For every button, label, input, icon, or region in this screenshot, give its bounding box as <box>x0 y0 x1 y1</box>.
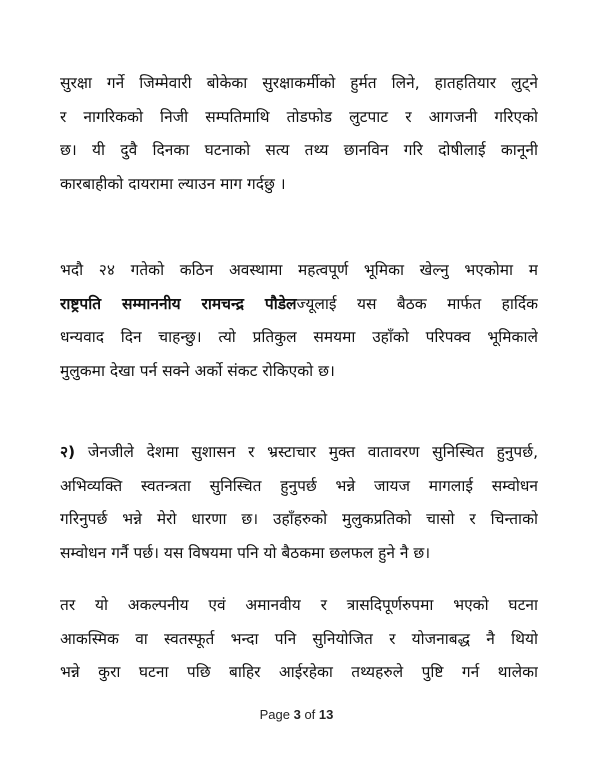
of-label: of <box>304 707 316 722</box>
page-label: Page <box>259 707 290 722</box>
paragraph-4-line-2: आकस्मिक वा स्वतस्फूर्त भन्दा पनि सुनियोजित र योजनाबद्ध नै थियो <box>60 629 538 648</box>
page-footer <box>0 707 593 722</box>
paragraph-3-line-1-rest: जेनजीले देशमा सुशासन र भ्रस्टाचार मुक्त वातावरण सुनिस्चित हुनुपर्छ, <box>75 443 538 461</box>
paragraph-2-line-2 <box>60 288 538 322</box>
paragraph-3-line-4: सम्वोधन गर्नै पर्छ। यस विषयमा पनि यो बैठकमा छलफल हुने नै छ। <box>60 543 431 562</box>
president-name: राष्ट्रपति सम्माननीय रामचन्द्र पौडेल <box>60 294 297 313</box>
paragraph-4-line-1: तर यो अकल्पनीय एवं अमानवीय र त्रासदिपूर्णरुपमा भएको घटना <box>60 596 538 614</box>
paragraph-1-line-3: छ। यी दुवै दिनका घटनाको सत्य तथ्य छानविन गरि दोषीलाई कानूनी <box>60 141 538 159</box>
paragraph-1-line-1: सुरक्षा गर्ने जिम्मेवारी बोकेका सुरक्षाकर्मीको हुर्मत लिने, हातहतियार लुट्ने <box>60 74 538 92</box>
paragraph-4-line-3: भन्ने कुरा घटना पछि बाहिर आईरहेका तथ्यहरुले पुष्टि गर्न थालेका <box>60 663 538 681</box>
paragraph-2 <box>60 254 538 388</box>
paragraph-1-line-4: कारबाहीको दायरामा ल्याउन माग गर्दछु । <box>60 174 286 193</box>
total-pages-number: 13 <box>318 707 334 722</box>
paragraph-3-line-1 <box>60 436 538 470</box>
paragraph-2-line-3: धन्यवाद दिन चाहन्छु। त्यो प्रतिकुल समयमा उहाँको परिपक्व भूमिकाले <box>60 328 538 346</box>
paragraph-2-line-2-rest: ज्यूलाई यस बैठक मार्फत हार्दिक <box>296 294 538 313</box>
paragraph-1 <box>60 67 538 201</box>
current-page-number: 3 <box>293 707 301 722</box>
paragraph-2-line-4: मुलुकमा देखा पर्न सक्ने अर्को संकट रोकिएको छ। <box>60 361 335 380</box>
paragraph-1-line-2: र नागरिकको निजी सम्पतिमाथि तोडफोड लुटपाट र आगजनी गरिएको <box>60 107 538 126</box>
paragraph-3-line-3: गरिनुपर्छ भन्ने मेरो धारणा छ। उहाँहरुको मुलुकप्रतिको चासो र चिन्ताको <box>60 510 538 528</box>
paragraph-2-line-1: भदौ २४ गतेको कठिन अवस्थामा महत्वपूर्ण भूमिका खेल्नु भएकोमा म <box>60 261 538 279</box>
paragraph-3-line-2: अभिव्यक्ति स्वतन्त्रता सुनिस्चित हुनुपर्छ भन्ने जायज मागलाई सम्वोधन <box>60 476 538 495</box>
paragraph-3 <box>60 436 538 570</box>
point-number: २) <box>60 443 76 461</box>
paragraph-4 <box>60 589 538 690</box>
